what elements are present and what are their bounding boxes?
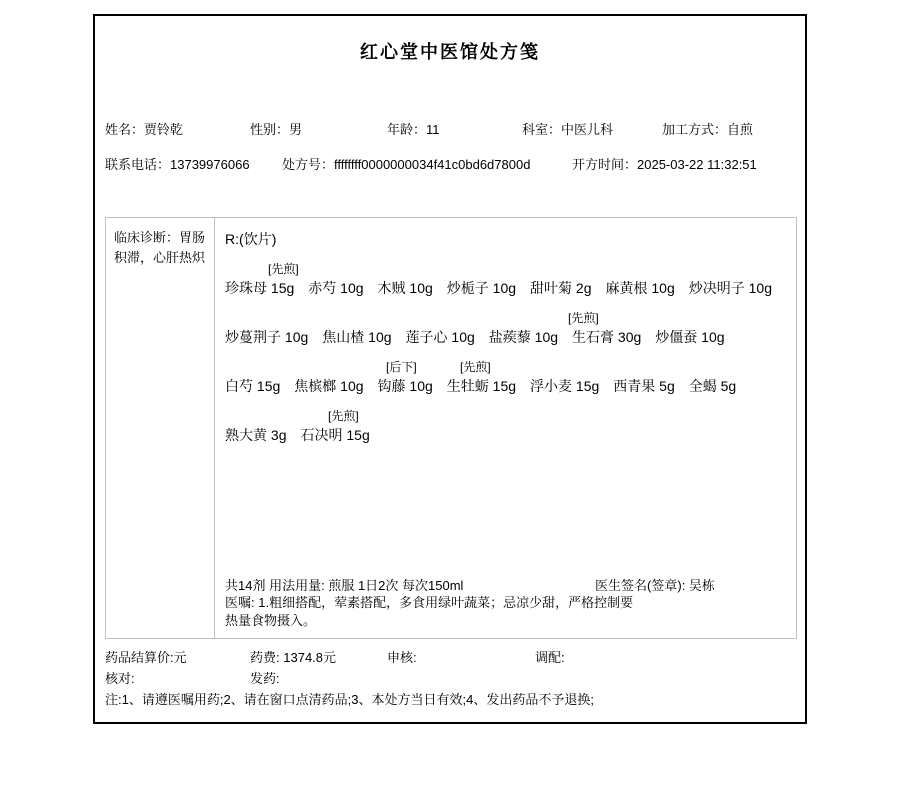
dispense-prep-label: 调配: [535, 650, 565, 665]
medicine-line-1 [225, 278, 786, 298]
department-field [522, 119, 613, 138]
decoct-label-row-2 [225, 309, 786, 325]
prescription-sheet [93, 14, 807, 724]
patient-name-field [105, 119, 183, 138]
phone-label: 联系电话： [105, 157, 171, 172]
medicine-item: 甜叶菊 2g [530, 280, 592, 296]
footer-section [105, 647, 795, 708]
patient-gender-value: 男 [289, 122, 303, 137]
decoct-later-label: [后下] [386, 360, 417, 374]
medicine-line-4 [225, 425, 786, 445]
doctor-signature-label: 医生签名(签章): [595, 577, 689, 593]
medicine-item: 生牡蛎 15g [446, 378, 517, 394]
decoct-first-label: [先煎] [568, 311, 599, 325]
patient-info-row-1 [105, 119, 795, 139]
patient-age-label: 年龄： [387, 122, 427, 137]
settlement-price-field [105, 647, 187, 666]
patient-age-value: 11 [426, 122, 440, 137]
department-value: 中医儿科 [561, 122, 614, 137]
medicine-item: 赤芍 10g [308, 280, 364, 296]
medicine-item: 浮小麦 15g [530, 378, 600, 394]
prescription-number-field [282, 154, 530, 173]
usage-text: 共14剂 用法用量: 煎服 1日2次 每次150ml [225, 577, 464, 593]
medicine-item: 炒蔓荆子 10g [225, 329, 309, 345]
footer-row-2 [105, 668, 795, 689]
prescribe-time-label: 开方时间： [572, 157, 638, 172]
medicine-item: 焦槟榔 10g [294, 378, 364, 394]
page-title: 红心堂中医馆处方笺 [360, 42, 540, 62]
settlement-price-value: 元 [173, 650, 187, 665]
medicine-line-2 [225, 327, 786, 347]
medicine-item: 白芍 15g [225, 378, 281, 394]
review-label: 申核: [387, 650, 417, 665]
medicine-item: 盐蒺藜 10g [488, 329, 559, 345]
doctor-signature-field [595, 575, 715, 594]
prescribe-time-field [572, 154, 757, 173]
phone-field [105, 154, 250, 173]
processing-method-field [662, 119, 753, 138]
diagnosis-cell [106, 218, 215, 638]
prescription-number-label: 处方号： [282, 157, 335, 172]
medicine-fee-value: 1374.8元 [283, 650, 337, 665]
decoct-first-label: [先煎] [268, 262, 299, 276]
medicine-item: 钩藤 10g [377, 378, 433, 394]
medicine-item: 焦山楂 10g [322, 329, 392, 345]
prescribe-time-value: 2025-03-22 11:32:51 [637, 157, 757, 172]
department-label: 科室： [522, 122, 562, 137]
dispense-prep-field [535, 647, 565, 666]
medicines-cell [215, 218, 796, 638]
decoct-first-label: [先煎] [328, 409, 359, 423]
decoct-label-row-3 [225, 358, 786, 374]
decoct-first-label: [先煎] [460, 360, 491, 374]
rx-header: R:(饮片) [225, 231, 277, 247]
medical-advice: 医嘱: 1.粗细搭配，荤素搭配，多食用绿叶蔬菜；忌凉少甜，严格控制要热量食物摄入。 [225, 594, 634, 628]
medicine-fee-label: 药费: [250, 650, 280, 665]
medicine-line-3 [225, 376, 786, 396]
decoct-label-row-4 [225, 407, 786, 423]
check-label: 核对: [105, 671, 135, 686]
medicine-item: 炒僵蚕 10g [655, 329, 725, 345]
patient-gender-field [250, 119, 302, 138]
medicine-item: 炒决明子 10g [688, 280, 772, 296]
review-field [387, 647, 417, 666]
decoct-label-row-1 [225, 260, 786, 276]
check-field [105, 668, 135, 687]
phone-value: 13739976066 [170, 157, 250, 172]
medicine-item: 全蝎 5g [688, 378, 737, 394]
medicine-item: 木贼 10g [377, 280, 433, 296]
footer-note: 注:1、请遵医嘱用药;2、请在窗口点清药品;3、本处方当日有效;4、发出药品不予退换; [105, 692, 594, 707]
medicine-item: 莲子心 10g [405, 329, 475, 345]
medicine-fee-field [250, 647, 336, 666]
medicine-item: 熟大黄 3g [225, 427, 287, 443]
usage-row [225, 575, 786, 594]
patient-name-value: 贾铃乾 [144, 122, 184, 137]
settlement-price-label: 药品结算价: [105, 650, 174, 665]
medicine-item: 西青果 5g [613, 378, 675, 394]
patient-gender-label: 性别： [250, 122, 290, 137]
patient-age-field [387, 119, 440, 138]
medicine-item: 生石膏 30g [572, 329, 642, 345]
prescription-table [105, 217, 797, 639]
medicine-item: 珍珠母 15g [225, 280, 295, 296]
rx-bottom-block [225, 575, 786, 630]
medicine-item: 炒栀子 10g [446, 280, 517, 296]
medicine-item: 石决明 15g [300, 427, 370, 443]
diagnosis-label: 临床诊断： [114, 230, 180, 245]
processing-method-label: 加工方式： [662, 122, 728, 137]
dispense-field [250, 668, 280, 687]
patient-info-row-2 [105, 154, 795, 174]
prescription-number-value: ffffffff0000000034f41c0bd6d7800d [334, 157, 531, 172]
doctor-signature-value: 吴栋 [688, 577, 715, 593]
patient-name-label: 姓名： [105, 122, 145, 137]
medicine-item: 麻黄根 10g [605, 280, 675, 296]
footer-row-1 [105, 647, 795, 668]
processing-method-value: 自煎 [727, 122, 754, 137]
diagnosis-value: 胃肠积滞，心肝热炽 [114, 230, 206, 266]
dispense-label: 发药: [250, 671, 280, 686]
